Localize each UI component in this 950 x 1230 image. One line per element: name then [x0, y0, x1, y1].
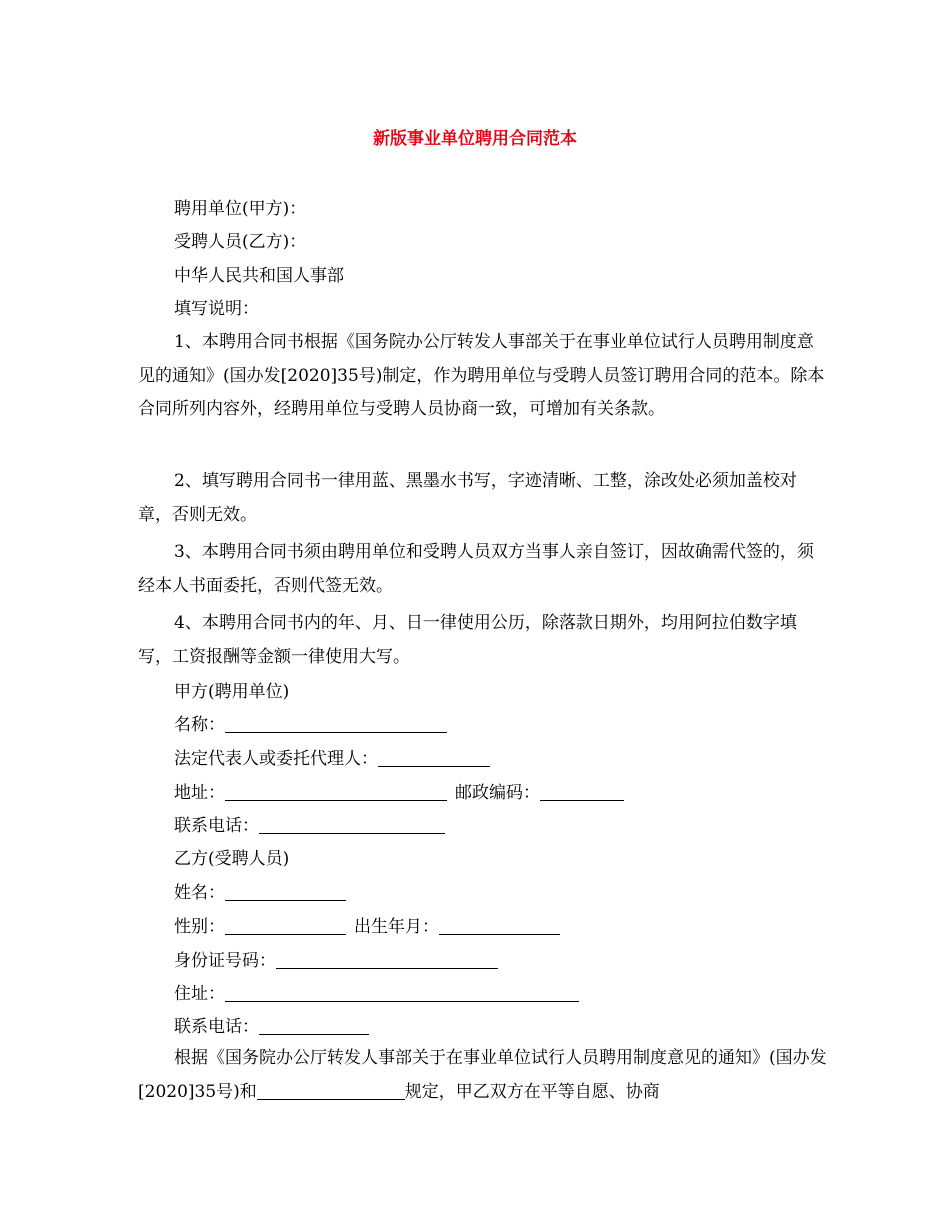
instructions-heading-line	[138, 293, 828, 327]
party-b-gender-blank[interactable]	[225, 917, 346, 935]
party-b-id-row	[174, 951, 498, 971]
party-b-birth-label: 出生年月：	[354, 917, 439, 937]
issuer: 中华人民共和国人事部	[174, 266, 344, 286]
party-b-phone-blank[interactable]	[259, 1017, 369, 1035]
instruction-paragraph: 3、本聘用合同书须由聘用单位和受聘人员双方当事人亲自签订，因故确需代签的，须经本人书面委托，否则代签无效。	[138, 542, 814, 596]
closing-text-part1: 根据《国务院办公厅转发人事部关于在事业单位试行人员聘用制度意见的通知》(国办发[2020]35号)和	[138, 1048, 827, 1102]
party-a-rep-row	[174, 749, 490, 769]
party-b-gender-label: 性别：	[174, 917, 225, 937]
party-a-rep-label: 法定代表人或委托代理人：	[174, 749, 378, 769]
employee-label: 受聘人员(乙方)：	[174, 232, 307, 252]
party-a-address-label: 地址：	[174, 783, 225, 803]
closing-text-part2: 规定，甲乙双方在平等自愿、协商	[404, 1081, 660, 1102]
party-a-phone-row	[174, 816, 445, 836]
party-a-postcode-label: 邮政编码：	[455, 783, 540, 803]
instruction-paragraph: 2、填写聘用合同书一律用蓝、黑墨水书写，字迹清晰、工整，涂改处必须加盖校对章，否则无效。	[138, 471, 797, 525]
party-a-address-row	[174, 783, 624, 803]
employee-label-line	[138, 226, 828, 260]
party-b-heading: 乙方(受聘人员)	[174, 849, 290, 869]
instruction-paragraph: 1、本聘用合同书根据《国务院办公厅转发人事部关于在事业单位试行人员聘用制度意见的通知》(国办发[2020]35号)制定，作为聘用单位与受聘人员签订聘用合同的范本。除本合同所列内容外，经聘用单位与受聘人员协商一致，可增加有关条款。	[138, 332, 825, 420]
closing-regulation-blank[interactable]	[257, 1082, 405, 1100]
employer-label-line	[138, 193, 828, 227]
party-b-name-blank[interactable]	[225, 883, 346, 901]
document-title: 新版事业单位聘用合同范本	[373, 129, 577, 149]
party-a-postcode-blank[interactable]	[540, 783, 624, 801]
party-b-address-blank[interactable]	[225, 984, 579, 1002]
instruction-paragraph: 4、本聘用合同书内的年、月、日一律使用公历，除落款日期外，均用阿拉伯数字填写，工资报酬等金额一律使用大写。	[138, 613, 797, 667]
party-b-name-label: 姓名：	[174, 883, 225, 903]
party-a-phone-label: 联系电话：	[174, 816, 259, 836]
party-a-name-row	[174, 715, 447, 735]
closing-paragraph	[138, 1042, 828, 1109]
party-b-birth-blank[interactable]	[439, 917, 560, 935]
party-a-rep-blank[interactable]	[378, 749, 490, 767]
party-b-address-label: 住址：	[174, 984, 225, 1004]
party-a-address-blank[interactable]	[225, 783, 447, 801]
issuer-line	[138, 260, 828, 294]
party-b-id-blank[interactable]	[276, 951, 498, 969]
party-b-name-row	[174, 883, 346, 903]
party-a-name-label: 名称：	[174, 715, 225, 735]
party-b-address-row	[174, 984, 579, 1004]
party-a-name-blank[interactable]	[225, 715, 447, 733]
party-b-gender-row	[174, 917, 560, 937]
party-a-phone-blank[interactable]	[259, 816, 445, 834]
instructions-heading: 填写说明：	[174, 299, 259, 319]
employer-label: 聘用单位(甲方)：	[174, 199, 307, 219]
party-b-id-label: 身份证号码：	[174, 951, 276, 971]
party-b-phone-label: 联系电话：	[174, 1017, 259, 1037]
party-a-heading: 甲方(聘用单位)	[174, 682, 290, 702]
party-b-phone-row	[174, 1017, 369, 1037]
